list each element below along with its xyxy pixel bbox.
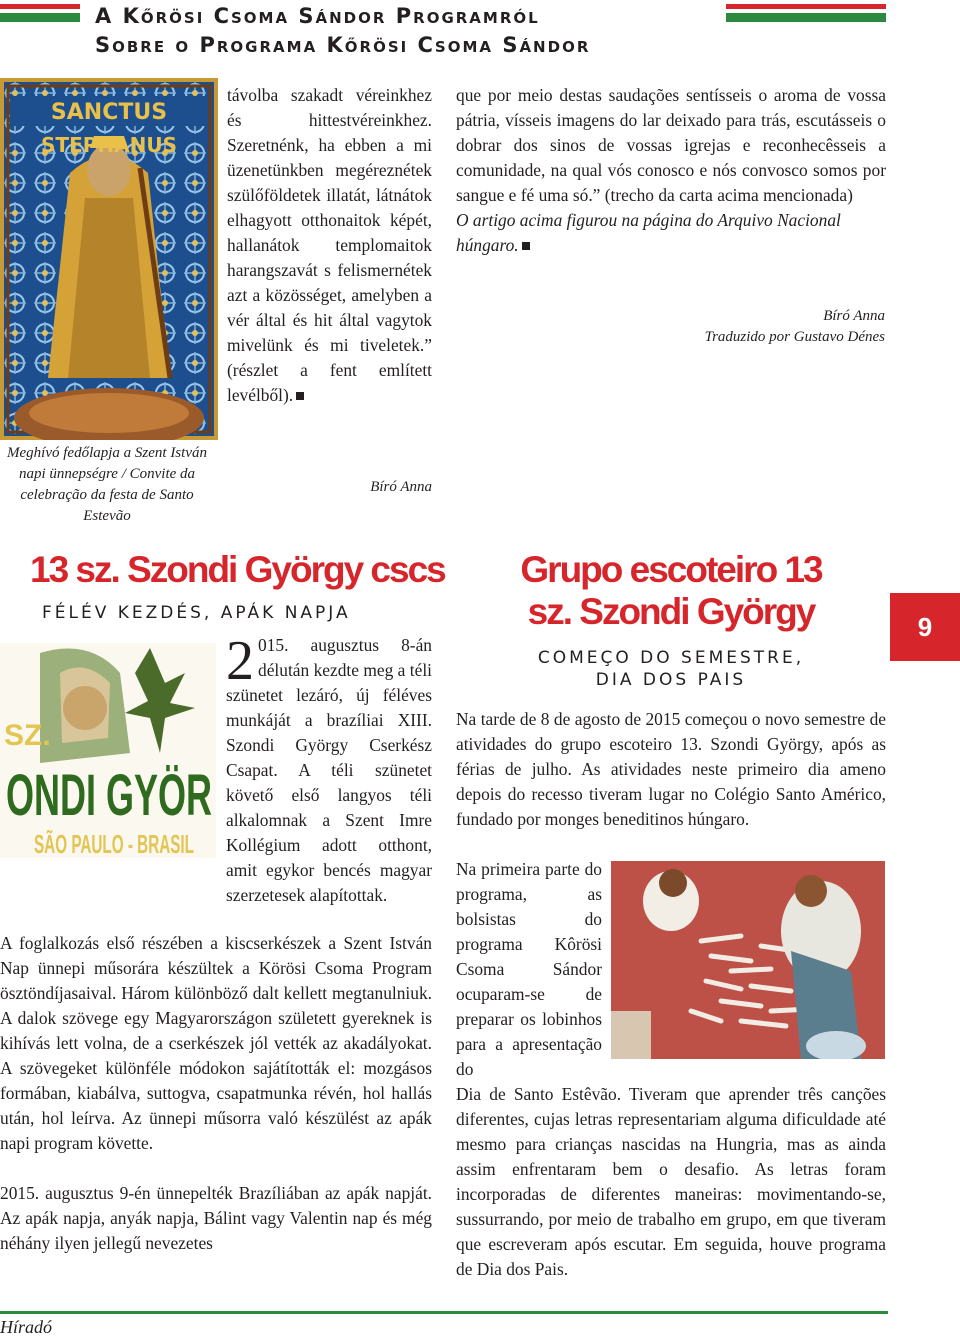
right-article-headline-2: sz. Szondi György bbox=[527, 591, 815, 632]
right-article-wrap-col bbox=[456, 857, 602, 1082]
left-article-headline: 13 sz. Szondi György cscs bbox=[30, 549, 445, 590]
left-article-body bbox=[0, 931, 432, 1256]
left-article-intro: 015. augusztus 8-án délután kezdte meg a téli szünetet lezáró, új féléves munkáját a brazíliai XIII. Szondi György Cserkész Csapat. A téli szünetet követő első langyos téli alkalomnak a Szent Imre Kollégium adott otthont, amit egykor bencés magyar szerzetesek alapítottak. bbox=[226, 635, 432, 905]
szondi-gyorgy-logo bbox=[0, 643, 216, 858]
right-article-paragraph-1: Na tarde de 8 de agosto de 2015 começou o novo semestre de atividades do grupo escoteiro 13. Szondi György, após as férias de julho. As atividades neste primeiro dia ameno depois do recesso tiveram lugar no Colégio Santo Américo, fundado por monges beneditinos húngaro. bbox=[456, 709, 886, 829]
right-article-paragraph-2-wrap: Na primeira parte do programa, as bolsistas do programa Kôrösi Csoma Sándor ocuparam-se de preparar os lobinhos para a apresentação do bbox=[456, 859, 602, 1079]
right-article-body-1 bbox=[456, 707, 886, 832]
logo-text-name: ONDI GYÖR bbox=[6, 763, 213, 828]
top-right-text bbox=[456, 83, 886, 258]
logo-text-location: SÃO PAULO - BRASIL bbox=[34, 829, 195, 858]
image-text-sanctus: SANCTUS bbox=[50, 100, 168, 125]
page-number: 9 bbox=[890, 593, 960, 661]
end-mark-icon bbox=[296, 392, 304, 400]
top-right-signature-translator: Traduzido por Gustavo Dénes bbox=[704, 329, 885, 345]
right-article-subhead-2: DIA DOS PAIS bbox=[595, 670, 747, 690]
footer-label: Híradó bbox=[0, 1317, 53, 1337]
left-article-intro-wrap bbox=[226, 630, 432, 908]
top-right-paragraph: que por meio destas saudações sentísseis o aroma de vossa pátria, vísseis imagens do lar deixado para trás, escutásseis o dobrar dos sinos de vossas igrejas e reconhecêsseis a comunidade, na qual vós conosco e nós convosco somos por sangue e fé uma só.” (trecho da carta acima mencionada) bbox=[456, 85, 886, 205]
image-caption: Meghívó fedőlapja a Szent István napi ünnepségre / Convite da celebração da festa de Santo Estevão bbox=[7, 445, 207, 524]
top-right-italic-note: O artigo acima figurou na página do Arquivo Nacional húngaro. bbox=[456, 210, 841, 255]
flag-stripe-left bbox=[0, 4, 80, 22]
left-article-paragraph-3: 2015. augusztus 9-én ünnepelték Brazíliában az apák napját. Az apák napja, anyák napja, Bálint vagy Valentin nap és még néhány ilyen jellegű nevezetes bbox=[0, 1183, 432, 1253]
footer-rule bbox=[0, 1311, 888, 1314]
right-article-subhead-1: COMEÇO DO SEMESTRE, bbox=[537, 648, 805, 668]
scouts-photo bbox=[611, 861, 885, 1059]
left-article-subhead: FÉLÉV KEZDÉS, APÁK NAPJA bbox=[42, 603, 351, 623]
image-text-stephanus: STEPHANUS bbox=[41, 133, 177, 157]
header-title-hu: A Kőrösi Csoma Sándor Programról bbox=[95, 4, 540, 28]
logo-text-sz: SZ. bbox=[4, 719, 51, 752]
right-article-body-2 bbox=[456, 1082, 886, 1282]
left-article-paragraph-2: A foglalkozás első részében a kiscserkészek a Szent István Nap ünnepi műsorára készültek a Körösi Csoma Program ösztöndíjasaival. Három különböző dalt kellett megtanulniuk. A dalok szövege egy Magyarországon született gyereknek is kihívás lett volna, de a cserkészek jól vették az akadályokat. A szövegeket különféle módokon sajátították el: mozgásos formában, kiabálva, suttogva, csapatmunka révén, hol hallás után, hol leírva. Az ünnepi műsorra való készülést az apák napi program követte. bbox=[0, 933, 432, 1153]
dropcap: 2 bbox=[226, 630, 254, 692]
right-article-paragraph-2-rest: Dia de Santo Estêvão. Tiveram que aprender três canções diferentes, cujas letras representariam alguma dificuldade até mesmo para crianças nascidas na Hungria, mas as ainda assim enfrentaram bem o desafio. As letras foram incorporadas de diferentes maneiras: movimentando-se, sussurrando, por meio de trabalho em grupo, em que tiveram que escreveram após escutar. Em seguida, houve programa de Dia dos Pais. bbox=[456, 1084, 886, 1279]
flag-stripe-right bbox=[726, 4, 886, 22]
saint-stephen-image bbox=[0, 78, 218, 440]
header-title-pt: Sobre o Programa Kőrösi Csoma Sándor bbox=[95, 33, 591, 57]
top-middle-signature: Bíró Anna bbox=[370, 479, 432, 495]
top-middle-paragraph: távolba szakadt véreinkhez és hittestvéreinkhez. Szeretnénk, ha ebben a mi üzenetünkben megéreznétek szülőföldetek illatát, látnátok elhagyott otthonaitok képét, hallanátok templomaitok harangszavát s felismernétek azt a közösséget, amelyben a vér által és hit által vagytok mivelünk és mi tiveletek.” (részlet a fent említett levélből). bbox=[227, 85, 432, 405]
right-article-headline-1: Grupo escoteiro 13 bbox=[520, 549, 822, 590]
end-mark-icon bbox=[522, 242, 530, 250]
top-right-signature-author: Bíró Anna bbox=[823, 308, 885, 324]
top-middle-text bbox=[227, 83, 432, 408]
